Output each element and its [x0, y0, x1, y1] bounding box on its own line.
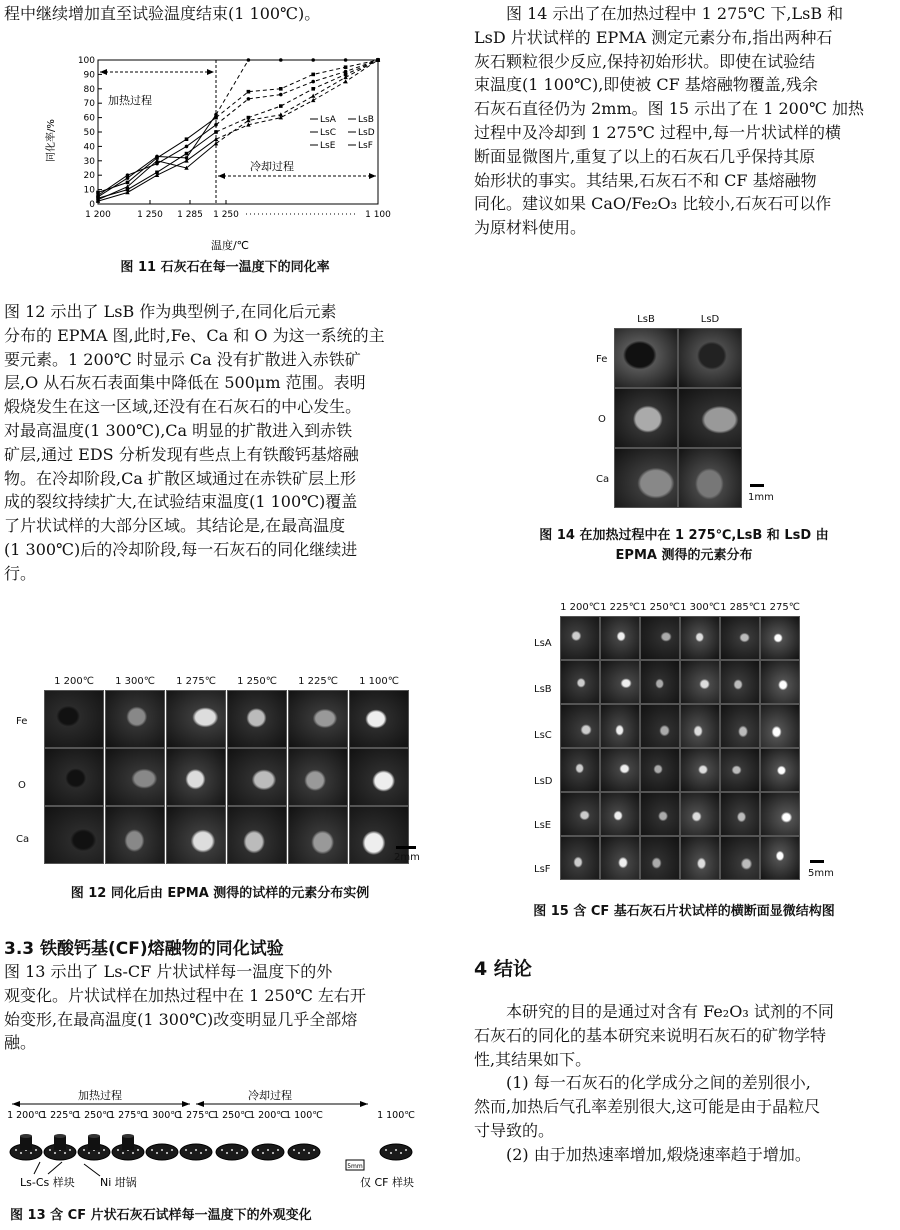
fig13-sample-disk: [252, 1144, 284, 1160]
line: 观变化。片状试样在加热过程中在 1 250℃ 左右开: [4, 985, 366, 1005]
fig13-sample-disk: [146, 1144, 178, 1160]
fig15-micrograph: [600, 704, 640, 748]
fig11-point-LsB: [185, 137, 189, 141]
fig13-disk-speck: [83, 1149, 85, 1151]
fig15-micrograph: [720, 616, 760, 660]
fig15-row-label: LsE: [534, 820, 552, 831]
line: 对最高温度(1 300℃),Ca 明显的扩散进入到赤铁: [4, 420, 353, 440]
fig15-micrograph: [760, 836, 800, 880]
fig14-caption-line: 图 14 在加热过程中在 1 275℃,LsB 和 LsD 由: [539, 528, 829, 543]
fig13-disk-speck: [313, 1149, 315, 1151]
fig15-micrograph: [560, 660, 600, 704]
fig12-micrograph: [105, 690, 165, 748]
fig13-block-top: [20, 1134, 32, 1138]
fig12-micrograph: [227, 690, 287, 748]
fig12-micrograph: [349, 690, 409, 748]
fig12-col-header: 1 200℃: [54, 676, 94, 687]
line: (1 300℃)后的冷却阶段,每一石灰石的同化继续进: [4, 539, 358, 559]
right-para-conclusion: [474, 1000, 896, 1167]
fig15-col-header: 1 200℃: [560, 602, 600, 613]
fig11-y-tick-label: 30: [83, 156, 95, 167]
fig13-disk-speck: [98, 1152, 100, 1154]
fig13-disk-speck: [156, 1152, 158, 1154]
fig13-disk-speck: [88, 1152, 90, 1154]
fig11-x-tick-label: 1 285: [177, 210, 203, 220]
fig14-row-label: O: [598, 414, 606, 425]
fig15-micrograph: [720, 748, 760, 792]
fig15-row-label: LsB: [534, 684, 552, 695]
fig15-scale-bar: [810, 860, 824, 863]
fig11-point-LsD: [311, 80, 315, 84]
line: 灰石颗粒很少反应,保持初始形状。即使在试验结: [474, 51, 816, 71]
fig15-micrograph: [760, 704, 800, 748]
fig12-micrograph: [288, 748, 348, 806]
fig11-point-LsD: [185, 145, 189, 149]
line: 融。: [4, 1033, 37, 1053]
fig13-disk-speck: [166, 1152, 168, 1154]
fig15-micrograph: [680, 748, 720, 792]
fig13-disk-speck: [395, 1149, 397, 1151]
line: 为原材料使用。: [474, 218, 587, 238]
fig13-disk-speck: [195, 1149, 197, 1151]
fig14-scale-bar: [750, 484, 764, 487]
fig13-ls-cs-block: [20, 1136, 32, 1150]
line: 了片状试样的大部分区域。其结论是,在最高温度: [4, 516, 346, 536]
fig15-row-label: LsA: [534, 638, 552, 649]
fig13-cf-label: 仅 CF 样块: [360, 1176, 415, 1189]
fig11-x-tick-label: 1 100: [365, 210, 391, 220]
fig13-temp-label: 1 100℃: [285, 1110, 323, 1121]
fig13-temp-label: 1 275℃: [177, 1110, 215, 1121]
fig13-sample-disk: [380, 1144, 412, 1160]
fig15-micrograph: [720, 792, 760, 836]
fig12-col-header: 1 100℃: [359, 676, 399, 687]
fig15-micrograph: [640, 616, 680, 660]
fig13-disk-speck: [137, 1149, 139, 1151]
line: 性,其结果如下。: [474, 1049, 592, 1069]
line: 图 14 示出了在加热过程中 1 275℃ 下,LsB 和: [506, 4, 844, 23]
line: 始变形,在最高温度(1 300℃)改变明显几乎全部熔: [4, 1009, 358, 1029]
fig11-caption: 图 11 石灰石在每一温度下的同化率: [120, 260, 330, 275]
fig15-micrograph: [640, 748, 680, 792]
fig15-micrograph: [640, 660, 680, 704]
fig11-legend-entry: LsD: [358, 128, 375, 138]
fig13-scale-label: 5mm: [347, 1163, 363, 1170]
fig15-col-header: 1 300℃: [680, 602, 720, 613]
fig15-micrograph: [560, 792, 600, 836]
fig15-micrograph: [560, 748, 600, 792]
line: 然而,加热后气孔率差别很大,这可能是由于晶粒尺: [474, 1097, 821, 1117]
fig15-micrograph: [760, 616, 800, 660]
fig12-col-header: 1 250℃: [237, 676, 277, 687]
fig12-micrograph: [288, 690, 348, 748]
fig13-cooling-label: 冷却过程: [248, 1089, 292, 1102]
fig15-micrograph: [720, 660, 760, 704]
fig12-row-label: Fe: [16, 716, 28, 727]
fig13-disk-speck: [308, 1152, 310, 1154]
line: 图 13 示出了 Ls-CF 片状试样每一温度下的外: [4, 962, 333, 981]
fig14-micrograph: [678, 448, 742, 508]
fig11-point-LsA: [247, 58, 251, 62]
fig15-col-header: 1 275℃: [760, 602, 800, 613]
line: (2) 由于加热速率增加,煅烧速率趋于增加。: [506, 1144, 811, 1164]
fig15-micrograph: [560, 704, 600, 748]
fig15-micrograph: [600, 660, 640, 704]
fig15-figure: [520, 602, 850, 892]
fig13-temp-label: 1 225℃: [41, 1110, 79, 1121]
fig12-micrograph: [44, 748, 104, 806]
line: 煅烧发生在这一区域,还没有在石灰石的中心发生。: [4, 397, 362, 417]
fig13-disk-speck: [205, 1149, 207, 1151]
fig13-temp-label: 1 250℃: [213, 1110, 251, 1121]
fig14-micrograph: [614, 328, 678, 388]
fig13-temp-label: 1 200℃: [249, 1110, 287, 1121]
fig15-micrograph: [600, 836, 640, 880]
fig11-arrowhead: [369, 173, 376, 179]
fig12-row-label: Ca: [16, 834, 30, 845]
left-top-line: 程中继续增加直至试验温度结束(1 100℃)。: [4, 4, 321, 23]
fig11-chart: [40, 44, 410, 254]
line: LsD 片状试样的 EPMA 测定元素分布,指出两种石: [474, 27, 833, 47]
fig14-caption: [494, 526, 874, 566]
fig11-legend-entry: LsA: [320, 115, 336, 125]
fig13-block-top: [88, 1134, 100, 1138]
line: (1) 每一石灰石的化学成分之间的差别很小,: [506, 1073, 811, 1093]
fig13-disk-speck: [298, 1152, 300, 1154]
fig11-point-LsA: [311, 58, 315, 62]
fig13-disk-speck: [54, 1152, 56, 1154]
fig13-disk-speck: [272, 1152, 274, 1154]
fig12-micrograph: [166, 690, 226, 748]
fig14-micrograph: [614, 448, 678, 508]
left-para-fig13: [4, 960, 436, 1055]
fig13-disk-speck: [15, 1149, 17, 1151]
fig13-block-top: [122, 1134, 134, 1138]
fig13-disk-speck: [20, 1152, 22, 1154]
fig11-point-LsB: [311, 73, 315, 77]
fig15-row-label: LsF: [534, 864, 551, 875]
fig15-micrograph: [600, 748, 640, 792]
fig11-point-LsE: [279, 104, 283, 108]
fig13-disk-speck: [221, 1149, 223, 1151]
fig13-disk-speck: [277, 1149, 279, 1151]
fig11-point-LsD: [155, 162, 159, 166]
fig13-disk-speck: [267, 1149, 269, 1151]
fig13-figure: [0, 1088, 440, 1198]
line: 过程中及冷却到 1 275℃ 过程中,每一片状试样的横: [474, 122, 841, 142]
fig11-point-LsE: [214, 130, 218, 134]
section-4-heading: 4 结论: [474, 958, 532, 980]
fig12-micrograph: [44, 690, 104, 748]
fig14-row-label: Ca: [596, 474, 610, 485]
fig11-point-LsC: [214, 141, 218, 145]
fig12-figure: [10, 676, 440, 872]
fig13-caption: 图 13 含 CF 片状石灰石试样每一温度下的外观变化: [10, 1208, 312, 1223]
fig15-col-header: 1 225℃: [600, 602, 640, 613]
fig11-point-LsE: [344, 73, 348, 77]
fig11-point-LsB: [279, 87, 283, 91]
fig15-micrograph: [640, 792, 680, 836]
fig13-disk-speck: [226, 1152, 228, 1154]
fig12-micrograph: [105, 806, 165, 864]
section-3-3-heading: 3.3 铁酸钙基(CF)熔融物的同化试验: [4, 939, 284, 959]
fig13-temp-label: 1 250℃: [75, 1110, 113, 1121]
fig12-micrograph: [288, 806, 348, 864]
fig12-micrograph: [227, 748, 287, 806]
fig11-y-tick-label: 50: [83, 128, 95, 138]
fig13-disk-speck: [171, 1149, 173, 1151]
fig11-y-tick-label: 80: [83, 84, 95, 95]
fig14-scale-label: 1mm: [748, 492, 774, 503]
fig13-sample-disk: [180, 1144, 212, 1160]
fig11-svg: [40, 44, 410, 254]
line: 图 12 示出了 LsB 作为典型例子,在同化后元素: [4, 302, 337, 321]
fig15-micrograph: [680, 616, 720, 660]
fig15-micrograph: [560, 836, 600, 880]
fig14-micrograph: [614, 388, 678, 448]
fig13-disk-speck: [117, 1149, 119, 1151]
fig13-disk-speck: [49, 1149, 51, 1151]
fig13-disk-speck: [30, 1152, 32, 1154]
fig11-series-cooling-LsD: [216, 60, 378, 125]
fig15-micrograph: [680, 660, 720, 704]
left-para-fig12: [4, 300, 436, 586]
fig11-point-LsA: [344, 58, 348, 62]
line: 石灰石直径仍为 2mm。图 15 示出了在 1 200℃ 加热: [474, 99, 865, 119]
fig12-micrograph: [44, 806, 104, 864]
fig13-disk-speck: [161, 1149, 163, 1151]
fig15-micrograph: [640, 836, 680, 880]
fig13-disk-speck: [236, 1152, 238, 1154]
fig15-micrograph: [680, 704, 720, 748]
fig14-row-label: Fe: [596, 354, 608, 365]
line: 寸导致的。: [474, 1120, 555, 1140]
fig13-svg: [0, 1088, 440, 1198]
fig11-y-tick-label: 90: [83, 70, 95, 81]
fig14-col-header: LsB: [637, 314, 655, 325]
fig11-y-tick-label: 70: [83, 99, 95, 110]
fig13-ls-cs-label: Ls-Cs 样块: [20, 1176, 75, 1189]
fig11-legend-entry: LsB: [358, 115, 374, 125]
fig11-series-cooling-LsC: [216, 60, 378, 144]
fig15-micrograph: [680, 792, 720, 836]
fig15-row-label: LsD: [534, 776, 553, 787]
fig13-temp-label: 1 300℃: [143, 1110, 181, 1121]
fig12-col-header: 1 275℃: [176, 676, 216, 687]
fig11-point-LsD: [247, 97, 251, 101]
fig12-micrograph: [166, 748, 226, 806]
fig15-micrograph: [640, 704, 680, 748]
fig13-ni-label: Ni 坩锅: [100, 1176, 137, 1189]
fig11-y-tick-label: 10: [83, 185, 95, 196]
fig13-disk-speck: [190, 1152, 192, 1154]
fig12-micrograph: [166, 806, 226, 864]
fig15-scale-label: 5mm: [808, 868, 834, 879]
fig11-legend: [310, 115, 375, 151]
line: 石灰石的同化的基本研究来说明石灰石的矿物学特: [474, 1025, 827, 1045]
fig13-ls-cs-block: [88, 1136, 100, 1150]
fig11-point-LsE: [247, 116, 251, 120]
fig12-scale-bar: [396, 846, 416, 849]
fig11-series-cooling-LsE: [216, 60, 378, 132]
fig13-disk-speck: [151, 1149, 153, 1151]
fig11-y-tick-label: 40: [83, 142, 95, 153]
fig15-col-header: 1 285℃: [720, 602, 760, 613]
fig13-temp-label: 1 200℃: [7, 1110, 45, 1121]
fig13-disk-speck: [200, 1152, 202, 1154]
line: 成的裂纹持续扩大,在试验结束温度(1 100℃)覆盖: [4, 492, 358, 512]
fig13-disk-speck: [303, 1149, 305, 1151]
fig13-disk-speck: [405, 1149, 407, 1151]
fig11-x-tick-label: 1 200: [85, 210, 111, 220]
line: 始形状的事实。其结果,石灰石不和 CF 基熔融物: [474, 170, 817, 190]
fig11-series-cooling-LsF: [216, 60, 378, 139]
fig11-x-tick-label: 1 250: [137, 210, 163, 220]
fig11-y-tick-label: 100: [77, 56, 95, 66]
fig15-micrograph: [720, 704, 760, 748]
fig11-point-LsB: [214, 116, 218, 120]
fig13-disk-speck: [35, 1149, 37, 1151]
fig15-micrograph: [560, 616, 600, 660]
fig15-row-label: LsC: [534, 730, 552, 741]
fig11-point-LsF: [343, 79, 347, 83]
line: 行。: [4, 563, 37, 583]
fig13-disk-speck: [103, 1149, 105, 1151]
fig15-micrograph: [680, 836, 720, 880]
fig11-point-LsB: [344, 65, 348, 69]
line: 物。在冷却阶段,Ca 扩散区域通过在赤铁矿层上形: [4, 468, 356, 488]
fig11-y-tick-label: 0: [89, 200, 95, 210]
fig11-point-LsF: [184, 158, 188, 162]
fig14-micrograph: [678, 388, 742, 448]
fig15-col-header: 1 250℃: [640, 602, 680, 613]
fig11-point-LsE: [311, 87, 315, 91]
fig13-disk-speck: [122, 1152, 124, 1154]
fig12-col-header: 1 225℃: [298, 676, 338, 687]
fig11-arrowhead: [207, 69, 214, 75]
fig11-point-LsA: [279, 58, 283, 62]
fig12-row-label: O: [18, 780, 26, 791]
fig12-scale-label: 2mm: [394, 852, 420, 863]
fig13-temp-label: 1 100℃: [377, 1110, 415, 1121]
fig15-caption: 图 15 含 CF 基石灰石片状试样的横断面显微结构图: [533, 904, 835, 919]
line: 层,O 从石灰石表面集中降低在 500μm 范围。表明: [4, 373, 366, 393]
fig13-disk-speck: [185, 1149, 187, 1151]
fig11-y-tick-label: 20: [83, 171, 95, 182]
fig13-block-top: [54, 1134, 66, 1138]
fig12-micrograph: [105, 748, 165, 806]
line: 分布的 EPMA 图,此时,Fe、Ca 和 O 为这一系统的主: [4, 325, 385, 345]
fig13-disk-speck: [400, 1152, 402, 1154]
line: 本研究的目的是通过对含有 Fe₂O₃ 试剂的不同: [506, 1002, 834, 1021]
fig13-disk-speck: [385, 1149, 387, 1151]
fig13-heating-label: 加热过程: [78, 1089, 122, 1102]
fig15-micrograph: [760, 792, 800, 836]
fig13-ls-cs-block: [122, 1136, 134, 1150]
fig12-micrograph: [227, 806, 287, 864]
fig15-micrograph: [600, 616, 640, 660]
line: 断面显微图片,重复了以上的石灰石几乎保持其原: [474, 146, 816, 166]
line: 同化。建议如果 CaO/Fe₂O₃ 比较小,石灰石可以作: [474, 194, 832, 214]
fig11-point-LsE: [185, 152, 189, 156]
fig11-cooling-label: 冷却过程: [250, 160, 294, 173]
fig13-disk-speck: [293, 1149, 295, 1151]
fig13-sample-disk: [216, 1144, 248, 1160]
fig12-micrograph: [349, 748, 409, 806]
right-para-fig14: [474, 2, 896, 240]
line: 要元素。1 200℃ 时显示 Ca 没有扩散进入赤铁矿: [4, 349, 361, 369]
fig13-disk-speck: [390, 1152, 392, 1154]
fig13-disk-speck: [257, 1149, 259, 1151]
fig13-disk-speck: [64, 1152, 66, 1154]
fig11-point-LsD: [214, 123, 218, 127]
fig11-arrowhead: [218, 173, 225, 179]
fig12-col-header: 1 300℃: [115, 676, 155, 687]
fig14-caption-line: EPMA 测得的元素分布: [615, 548, 753, 563]
fig11-legend-entry: LsC: [320, 128, 336, 138]
fig13-disk-speck: [132, 1152, 134, 1154]
fig12-caption: 图 12 同化后由 EPMA 测得的试样的元素分布实例: [70, 886, 370, 901]
fig11-xlabel: 温度/℃: [210, 239, 250, 252]
fig14-micrograph: [678, 328, 742, 388]
fig11-x-tick-label: 1 250: [213, 210, 239, 220]
line: 束温度(1 100℃),即使被 CF 基熔融物覆盖,残余: [474, 75, 818, 95]
fig11-point-LsC: [311, 94, 315, 98]
fig11-heating-label: 加热过程: [108, 94, 152, 107]
fig11-point-LsF: [311, 98, 315, 102]
fig13-disk-speck: [231, 1149, 233, 1151]
fig15-micrograph: [720, 836, 760, 880]
fig11-point-LsD: [126, 173, 130, 177]
fig11-legend-entry: LsF: [358, 141, 373, 151]
fig11-point-LsB: [247, 90, 251, 94]
fig11-point-LsB: [126, 181, 130, 185]
fig11-y-tick-label: 60: [83, 113, 95, 124]
fig14-figure: [594, 314, 794, 510]
fig14-col-header: LsD: [700, 314, 720, 325]
fig13-disk-speck: [241, 1149, 243, 1151]
fig13-ls-cs-block: [54, 1136, 66, 1150]
fig11-point-LsD: [279, 93, 283, 97]
fig13-sample-disk: [288, 1144, 320, 1160]
fig13-disk-speck: [69, 1149, 71, 1151]
fig15-micrograph: [760, 748, 800, 792]
fig15-micrograph: [760, 660, 800, 704]
fig11-legend-entry: LsE: [320, 141, 336, 151]
line: 矿层,通过 EDS 分析发现有些点上有铁酸钙基熔融: [4, 444, 359, 464]
fig11-ylabel: 同化率/%: [46, 119, 57, 162]
fig13-disk-speck: [262, 1152, 264, 1154]
fig13-temp-label: 1 275℃: [109, 1110, 147, 1121]
fig11-series-cooling-LsA: [216, 60, 378, 115]
fig15-micrograph: [600, 792, 640, 836]
